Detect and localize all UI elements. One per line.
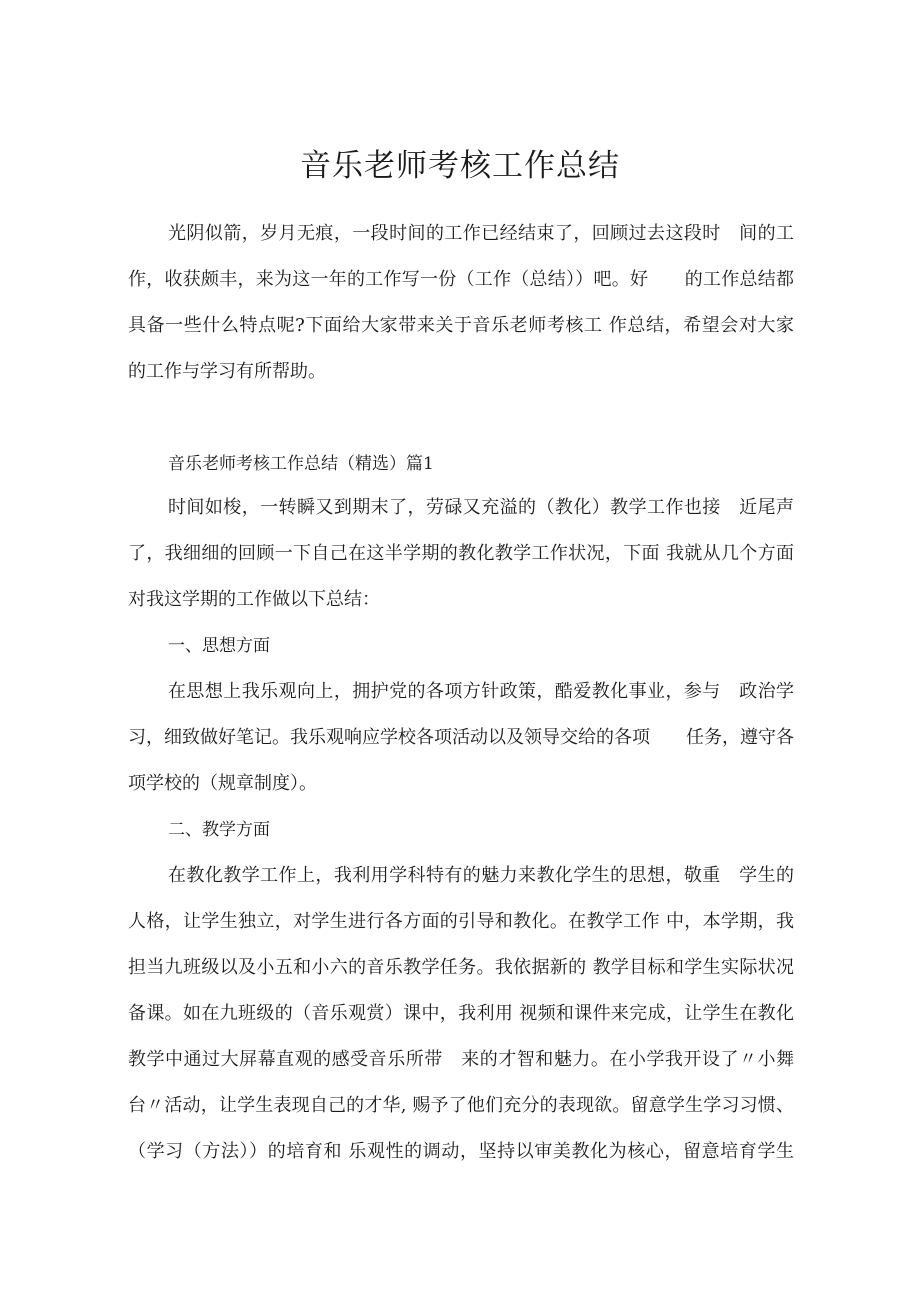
para2-line-2: 习，细致做好笔记。我乐观响应学校各项活动以及领导交给的各项 任务，遵守各 [128, 727, 794, 748]
para3-line-7: （学习（方法））的培育和 乐观性的调动，坚持以审美教化为核心，留意培育学生 [128, 1141, 794, 1162]
intro-line-3: 具备一些什么特点呢?下面给大家带来关于音乐老师考核工 作总结，希望会对大家 [128, 315, 794, 336]
para1-line-3: 对我这学期的工作做以下总结： [128, 589, 380, 610]
sub-heading-teaching: 二、教学方面 [168, 820, 270, 840]
para2-line-1: 在思想上我乐观向上，拥护党的各项方针政策，酷爱教化事业，参与 政治学 [168, 681, 794, 702]
section-heading: 音乐老师考核工作总结（精选）篇1 [168, 454, 434, 474]
para3-line-3: 担当九班级以及小五和小六的音乐教学任务。我依据新的 教学目标和学生实际状况 [128, 957, 794, 978]
intro-line-4: 的工作与学习有所帮助。 [128, 361, 326, 382]
para3-line-1: 在教化教学工作上，我利用学科特有的魅力来教化学生的思想，敬重 学生的 [168, 865, 794, 886]
para1-line-1: 时间如梭，一转瞬又到期末了，劳碌又充溢的（教化）教学工作也接 近尾声 [168, 497, 794, 518]
intro-line-2: 作，收获颇丰，来为这一年的工作写一份（工作（总结））吧。好 的工作总结都 [128, 269, 794, 290]
para2-line-3: 项学校的（规章制度）。 [128, 773, 317, 794]
page-title: 音乐老师考核工作总结 [300, 148, 620, 184]
para1-line-2: 了，我细细的回顾一下自己在这半学期的教化教学工作状况，下面 我就从几个方面 [128, 543, 794, 564]
para3-line-5: 教学中通过大屏幕直观的感受音乐所带 来的才智和魅力。在小学我开设了〃小舞 [128, 1049, 794, 1070]
sub-heading-thought: 一、思想方面 [168, 636, 270, 656]
para3-line-4: 备课。如在九班级的（音乐观赏）课中，我利用 视频和课件来完成，让学生在教化 [128, 1003, 794, 1024]
intro-line-1: 光阴似箭，岁月无痕，一段时间的工作已经结束了，回顾过去这段时 间的工 [168, 223, 794, 244]
para3-line-6: 台〃活动，让学生表现自己的才华, 赐予了他们充分的表现欲。留意学生学习习惯、 [128, 1095, 794, 1116]
para3-line-2: 人格，让学生独立，对学生进行各方面的引导和教化。在教学工作 中，本学期，我 [128, 911, 794, 932]
